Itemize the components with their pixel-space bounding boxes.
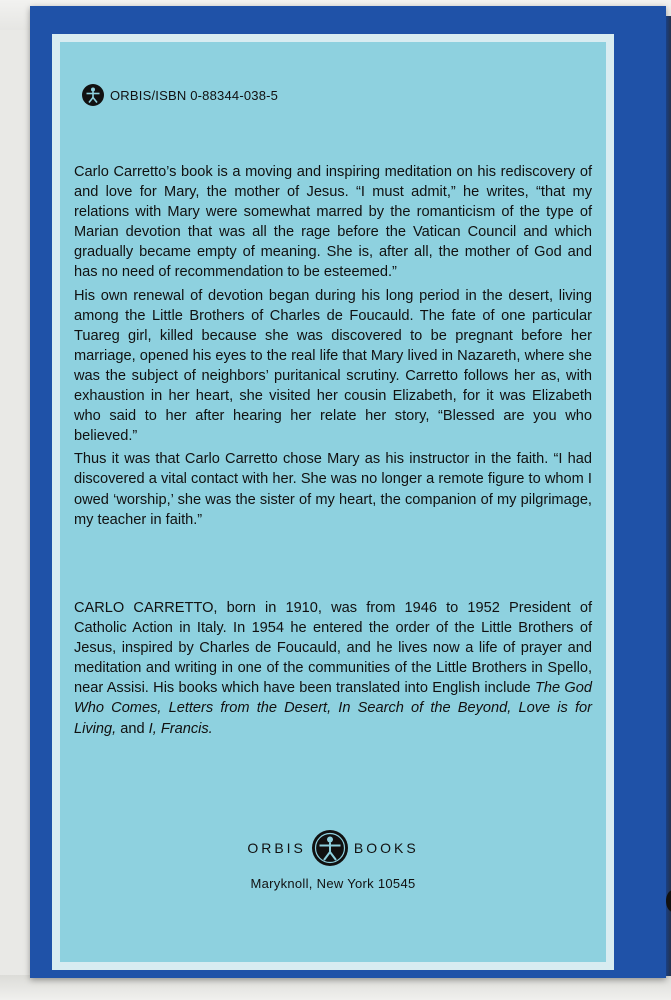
- publisher-word-left: ORBIS: [247, 840, 306, 856]
- book-back-cover: [30, 6, 666, 978]
- author-bio-paragraph: [74, 598, 592, 739]
- bio-book-title-last: I, Francis.: [148, 720, 213, 737]
- orbis-human-figure-icon: [82, 84, 104, 106]
- bio-and: and: [116, 720, 149, 737]
- bio-book-titles: The God Who Comes, Letters from the Desert, In Search of the Beyond, Love is for Living,: [74, 680, 592, 737]
- blurb-paragraph-3: Thus it was that Carlo Carretto chose Mary as his instructor in the faith. “I had discovered a vital contact with her. She was no longer a remote figure to whom I owed ‘worship,’ she was the sister of my heart, the companion of my pilgrimage, my teacher in faith.”: [74, 451, 592, 528]
- publisher-address: Maryknoll, New York 10545: [250, 876, 416, 891]
- blurb-paragraph-1: Carlo Carretto’s book is a moving and inspiring meditation on his rediscovery of and love for Mary, the mother of Jesus. “I must admit,” he writes, “that my relations with Mary were somewhat marred by the romanticism of the type of Marian devotion that was all the rage before the Vatican Council and which gradually became empty of meaning. She is, after all, the mother of God and has no need of recommendation to be esteemed.”: [74, 164, 592, 281]
- cover-panel: [60, 42, 606, 962]
- cover-frame: [52, 34, 614, 970]
- backdrop-bottom: [0, 975, 671, 1000]
- book-blurb: [74, 162, 592, 533]
- publisher-word-right: BOOKS: [353, 840, 419, 856]
- isbn-row: [82, 82, 278, 108]
- orbis-books-logo-icon: [312, 830, 348, 866]
- blurb-paragraph-2: His own renewal of devotion began during his long period in the desert, living among the Little Brothers of Charles de Foucauld. The fate of one particular Tuareg girl, killed because she was discovered to be pregnant before her marriage, opened his eyes to the real life that Mary lived in Nazareth, where she was the subject of neighbors’ puritanical scrutiny. Carretto follows her as, with exhaustion in her heart, she visited her cousin Elizabeth, for it was Elizabeth who said to her after hearing her relate her story, “Blessed are you who believed.”: [74, 287, 592, 445]
- bio-text: CARLO CARRETTO, born in 1910, was from 1946 to 1952 President of Catholic Action in Italy. In 1954 he entered the order of the Little Brothers of Jesus, inspired by Charles de Foucauld, and he lives now a life of prayer and meditation and writing in one of the communities of the Little Brothers in Spello, near Assisi. His books which have been translated into English include: [74, 600, 592, 697]
- publisher-mark: [60, 830, 606, 866]
- isbn-text: ORBIS/ISBN 0-88344-038-5: [110, 87, 279, 103]
- author-bio: [74, 598, 592, 739]
